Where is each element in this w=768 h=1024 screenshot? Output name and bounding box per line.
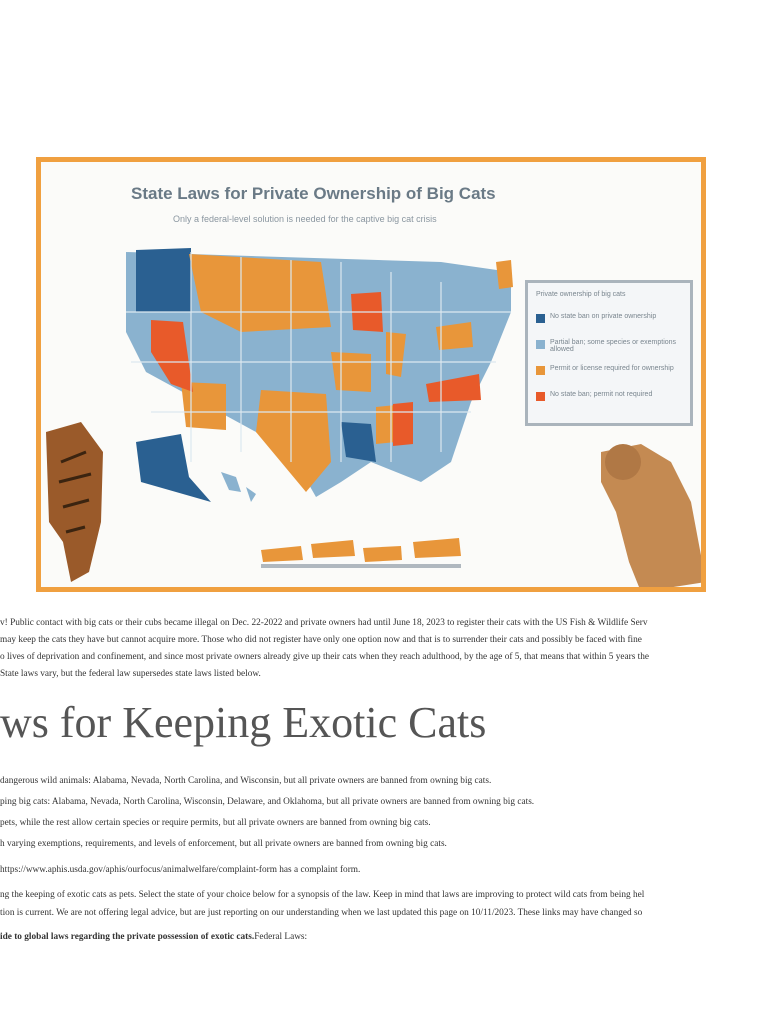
legend-label: Partial ban; some species or exemptions allowed: [550, 339, 677, 353]
content-line: ng the keeping of exotic cats as pets. Select the state of your choice below for a synopsis of the law. Keep in mind that laws are improving to protect wild cats from being hel: [0, 890, 645, 900]
legend-label: No state ban on private ownership: [550, 313, 657, 320]
page-heading: ws for Keeping Exotic Cats: [0, 698, 487, 747]
legend-item: [536, 337, 686, 355]
legend-heading: Private ownership of big cats: [536, 291, 626, 298]
federal-laws-label: Federal Laws:: [254, 932, 308, 942]
legend-label: Permit or license required for ownership: [550, 365, 674, 372]
legend-swatch: [536, 340, 545, 349]
content-line: ping big cats: Alabama, Nevada, North Carolina, Wisconsin, Delaware, and Oklahoma, but all private owners are banned from owning big cats.: [0, 797, 535, 807]
content-line: h varying exemptions, requirements, and levels of enforcement, but all private owners are banned from owning big cats.: [0, 839, 447, 849]
legend-swatch: [536, 314, 545, 323]
legend-label: No state ban; permit not required: [550, 391, 653, 398]
content-line: pets, while the rest allow certain species or require permits, but all private owners are banned from owning big cats.: [0, 818, 431, 828]
map-legend: [525, 280, 693, 426]
legend-swatch: [536, 366, 545, 375]
big-cat-laws-map-image: [36, 157, 706, 592]
legend-item: [536, 311, 686, 329]
legend-swatch: [536, 392, 545, 401]
global-laws-link[interactable]: ide to global laws regarding the private possession of exotic cats.: [0, 932, 255, 942]
map-subtitle: Only a federal-level solution is needed for the captive big cat crisis: [173, 214, 437, 224]
legend-item: [536, 363, 686, 381]
global-laws-line: [0, 931, 307, 943]
intro-line: o lives of deprivation and confinement, and since most private owners already give up their cats when they reach adulthood, by the age of 5, that means that within 5 years the: [0, 652, 650, 662]
intro-line: State laws vary, but the federal law supersedes state laws listed below.: [0, 669, 261, 679]
map-title: State Laws for Private Ownership of Big Cats: [131, 184, 496, 203]
intro-line: v! Public contact with big cats or their cubs became illegal on Dec. 22-2022 and private owners had until June 18, 2023 to register their cats with the US Fish & Wildlife Serv: [0, 618, 648, 628]
complaint-link-line[interactable]: https://www.aphis.usda.gov/aphis/ourfocus/animalwelfare/complaint-form has a complaint form.: [0, 865, 361, 875]
content-line: dangerous wild animals: Alabama, Nevada, North Carolina, and Wisconsin, but all private owners are banned from owning big cats.: [0, 776, 492, 786]
intro-line: may keep the cats they have but cannot acquire more. Those who did not register have only one option now and that is to surrender their cats and possibly be faced with fine: [0, 635, 642, 645]
legend-item: [536, 389, 686, 407]
content-line: tion is current. We are not offering legal advice, but are just reporting on our understanding when we last updated this page on 10/11/2023. These links may have changed so: [0, 908, 643, 918]
